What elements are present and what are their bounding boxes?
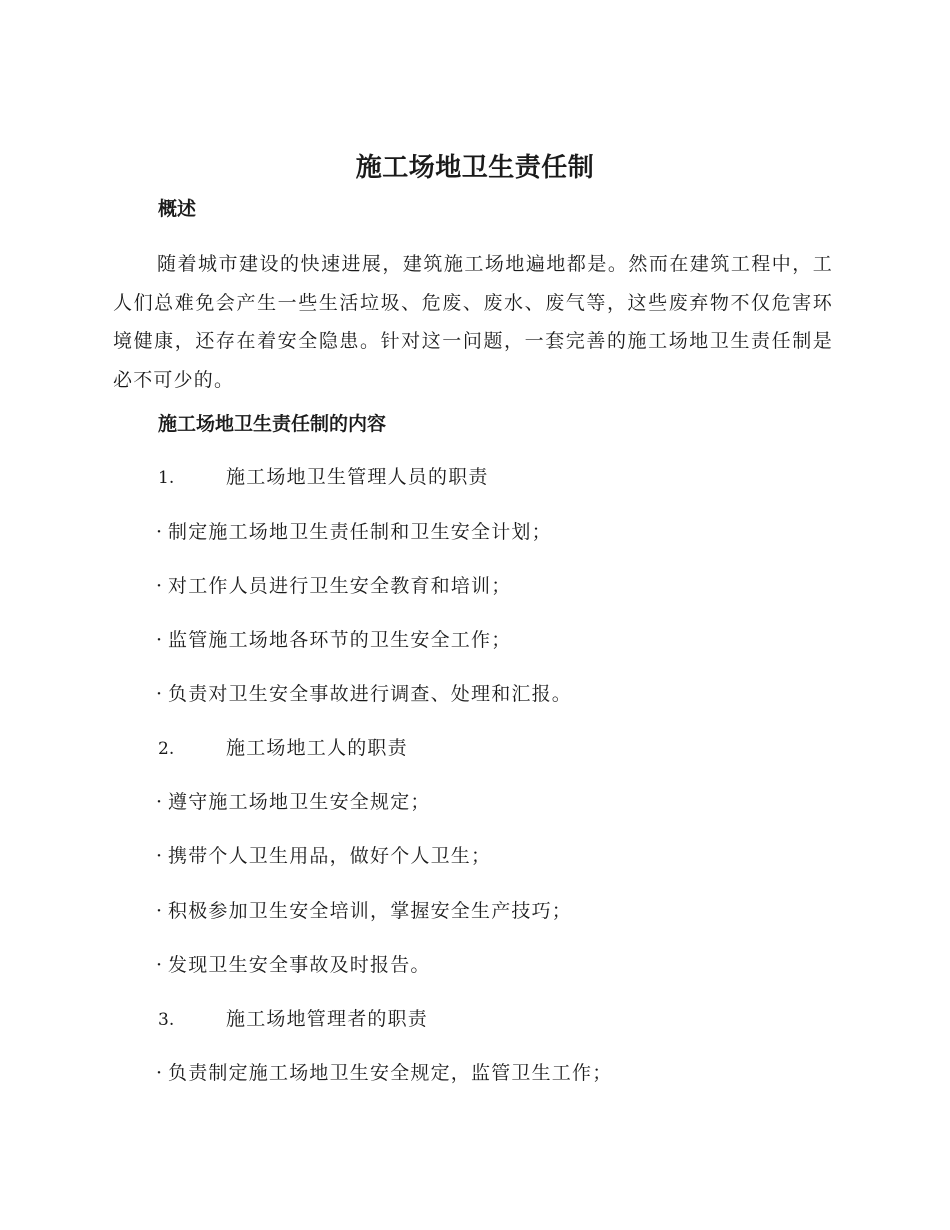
- section-number: 2.: [158, 739, 175, 759]
- bullet-icon: ·: [156, 629, 163, 651]
- bullet-icon: ·: [156, 900, 163, 922]
- bullet-icon: ·: [156, 575, 163, 597]
- list-item-text: 发现卫生安全事故及时报告。: [168, 954, 431, 976]
- bullet-icon: ·: [156, 683, 163, 705]
- list-item: [156, 573, 511, 599]
- section-3-heading: [158, 1006, 428, 1033]
- section-number: 1.: [158, 468, 175, 488]
- list-item: [156, 1060, 612, 1086]
- list-item-text: 遵守施工场地卫生安全规定；: [168, 791, 431, 813]
- list-item: [156, 898, 572, 924]
- list-item-text: 对工作人员进行卫生安全教育和培训；: [168, 575, 512, 597]
- overview-heading: 概述: [158, 198, 197, 220]
- list-item-text: 制定施工场地卫生责任制和卫生安全计划；: [168, 521, 552, 543]
- list-item: [156, 519, 552, 545]
- list-item-text: 积极参加卫生安全培训，掌握安全生产技巧；: [168, 900, 573, 922]
- section-1-heading: [158, 464, 489, 491]
- section-title: 施工场地管理者的职责: [226, 1008, 429, 1030]
- document-title: 施工场地卫生责任制: [355, 153, 595, 183]
- section-title: 施工场地卫生管理人员的职责: [226, 466, 489, 488]
- list-item: [156, 627, 511, 653]
- content-heading: 施工场地卫生责任制的内容: [158, 413, 387, 435]
- list-item-text: 负责对卫生安全事故进行调查、处理和汇报。: [168, 683, 573, 705]
- list-item-text: 监管施工场地各环节的卫生安全工作；: [168, 629, 512, 651]
- list-item: [156, 952, 431, 978]
- bullet-icon: ·: [156, 954, 163, 976]
- list-item: [156, 681, 572, 707]
- bullet-icon: ·: [156, 521, 163, 543]
- list-item-text: 负责制定施工场地卫生安全规定，监管卫生工作；: [168, 1062, 613, 1084]
- list-item: [156, 789, 431, 815]
- bullet-icon: ·: [156, 845, 163, 867]
- overview-paragraph: 随着城市建设的快速进展，建筑施工场地遍地都是。然而在建筑工程中，工人们总难免会产生一些生活垃圾、危废、废水、废气等，这些废弃物不仅危害环境健康，还存在着安全隐患。针对这一问题，一套完善的施工场地卫生责任制是必不可少的。: [113, 253, 833, 391]
- list-item-text: 携带个人卫生用品，做好个人卫生；: [168, 845, 492, 867]
- bullet-icon: ·: [156, 1062, 163, 1084]
- section-number: 3.: [158, 1010, 175, 1030]
- section-title: 施工场地工人的职责: [226, 737, 408, 759]
- section-2-heading: [158, 735, 408, 762]
- bullet-icon: ·: [156, 791, 163, 813]
- list-item: [156, 843, 491, 869]
